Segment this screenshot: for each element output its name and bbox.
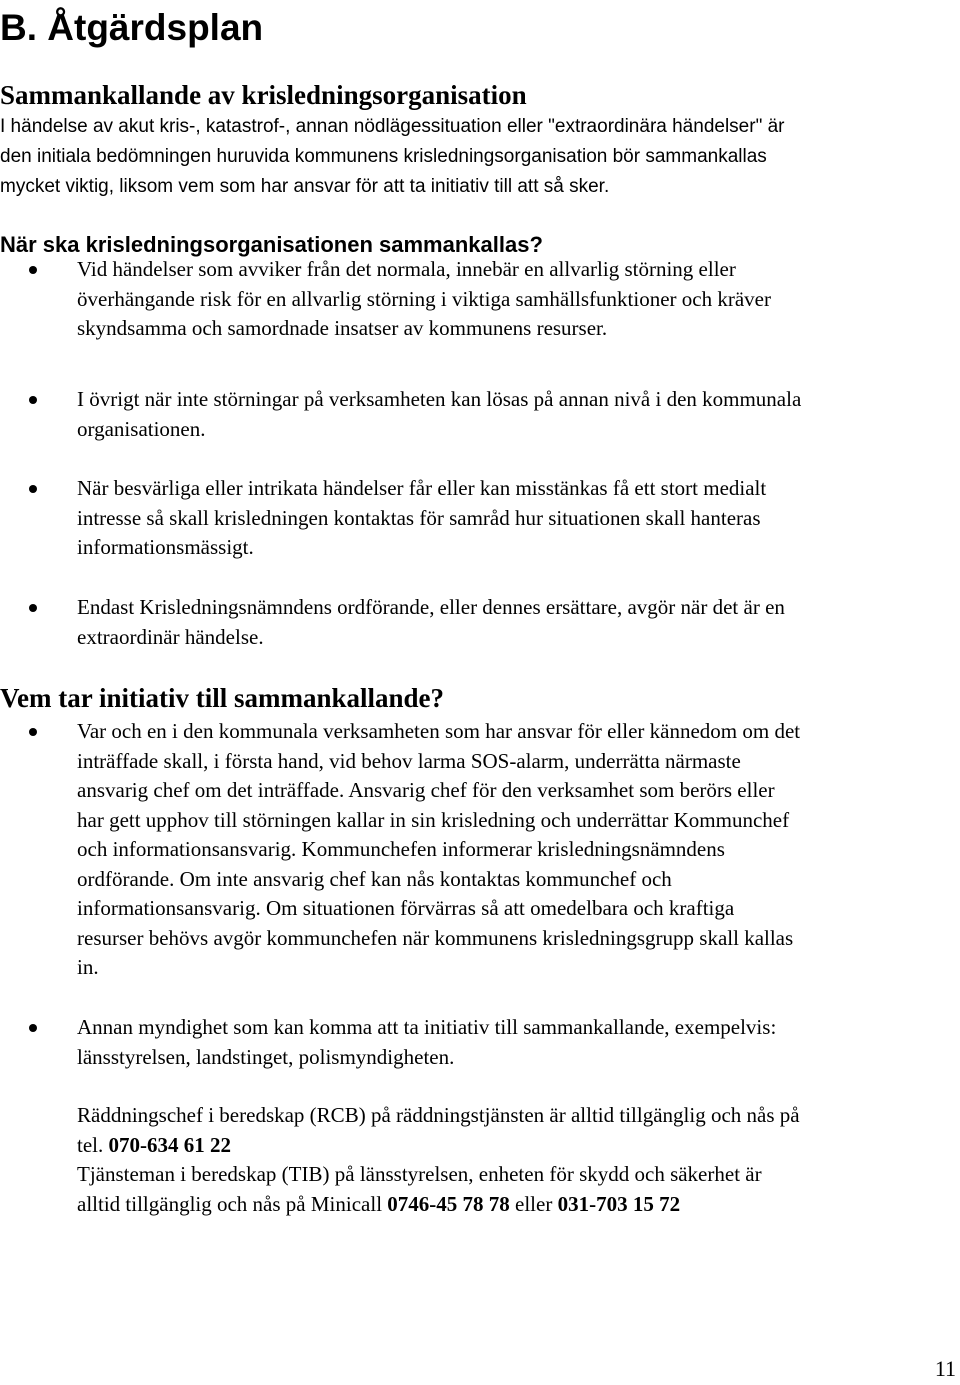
text-line: Räddningschef i beredskap (RCB) på räddningstjänsten är alltid tillgänglig och nås på [77, 1103, 800, 1127]
bullet-icon [29, 266, 37, 274]
section-title-vem: Vem tar initiativ till sammankallande? [0, 683, 445, 713]
list-item-text [77, 255, 960, 344]
text-line: överhängande risk för en allvarlig störning i viktiga samhällsfunktioner och kräver [77, 286, 771, 311]
bullet-icon [29, 396, 37, 404]
text-line: skyndsamma och samordnade insatser av kommunens resurser. [77, 316, 608, 340]
text-line: När besvärliga eller intrikata händelser får eller kan misstänkas få ett stort medialt [77, 476, 767, 500]
rcb-tel-prefix: tel. [77, 1132, 109, 1157]
text-line: extraordinär händelse. [77, 624, 264, 649]
text-line: Vid händelser som avviker från det normala, innebär en allvarlig störning eller [77, 257, 736, 281]
text-line: informationsansvarig. Om situationen förvärras så att omedelbara och kraftiga [77, 896, 735, 920]
text-line: Endast Krisledningsnämndens ordförande, eller dennes ersättare, avgör när det är en [77, 595, 785, 619]
text-line: ordförande. Om inte ansvarig chef kan nås kontaktas kommunchef och [77, 866, 672, 891]
intro-line: den initiala bedömningen huruvida kommunens krisledningsorganisation bör sammankallas [0, 146, 767, 167]
tib-phone: 031-703 15 72 [557, 1191, 681, 1216]
list-item-text [77, 385, 960, 444]
text-line: I övrigt när inte störningar på verksamheten kan lösas på annan nivå i den kommunala [77, 387, 802, 411]
text-line [77, 1190, 960, 1220]
subsection-title-nar: När ska krisledningsorganisationen sammankallas? [0, 232, 543, 257]
text-line: organisationen. [77, 416, 206, 441]
page-heading: B. Åtgärdsplan [0, 7, 264, 48]
text-line: ansvarig chef om det inträffade. Ansvarig chef för den verksamhet som berörs eller [77, 778, 775, 802]
list-item-text [77, 593, 960, 652]
text-line: Annan myndighet som kan komma att ta initiativ till sammankallande, exempelvis: [77, 1015, 777, 1039]
text-line: länsstyrelsen, landstinget, polismyndigheten. [77, 1044, 455, 1069]
text-line: inträffade skall, i första hand, vid behov larma SOS-alarm, underrätta närmaste [77, 748, 741, 773]
tib-minicall-prefix: alltid tillgänglig och nås på Minicall [77, 1191, 388, 1216]
text-line: Tjänsteman i beredskap (TIB) på länsstyrelsen, enheten för skydd och säkerhet är [77, 1162, 762, 1186]
rcb-phone: 070-634 61 22 [108, 1132, 231, 1157]
text-line: har gett upphov till störningen kallar in sin krisledning och underrättar Kommunchef [77, 807, 790, 832]
section-title-sammankallande: Sammankallande av krisledningsorganisation [0, 80, 527, 110]
list-item-text [77, 717, 960, 983]
text-line: resurser behövs avgör kommunchefen när kommunens krisledningsgrupp skall kallas [77, 925, 794, 950]
text-line: och informationsansvarig. Kommunchefen informerar krisledningsnämndens [77, 837, 725, 861]
intro-paragraph [0, 112, 960, 202]
text-line: in. [77, 955, 99, 979]
text-line: Var och en i den kommunala verksamheten som har ansvar för eller kännedom om det [77, 719, 801, 743]
text-line [77, 1131, 960, 1161]
page-number: 11 [934, 1356, 956, 1381]
intro-line: I händelse av akut kris-, katastrof-, annan nödlägessituation eller "extraordinära händelser" är [0, 116, 785, 137]
bullet-icon [29, 485, 37, 493]
bullet-icon [29, 728, 37, 736]
text-line: informationsmässigt. [77, 535, 254, 559]
tib-minicall-number: 0746-45 78 78 [387, 1191, 510, 1216]
bullet-icon [29, 604, 37, 612]
list-item-text [77, 474, 960, 563]
bullet-icon [29, 1024, 37, 1032]
tib-connector: eller [509, 1191, 558, 1216]
rcb-paragraph [77, 1101, 960, 1160]
tib-paragraph [77, 1160, 960, 1219]
text-line: intresse så skall krisledningen kontaktas för samråd hur situationen skall hanteras [77, 505, 761, 530]
list-item-text [77, 1013, 960, 1072]
intro-line: mycket viktig, liksom vem som har ansvar för att ta initiativ till att så sker. [0, 176, 610, 197]
